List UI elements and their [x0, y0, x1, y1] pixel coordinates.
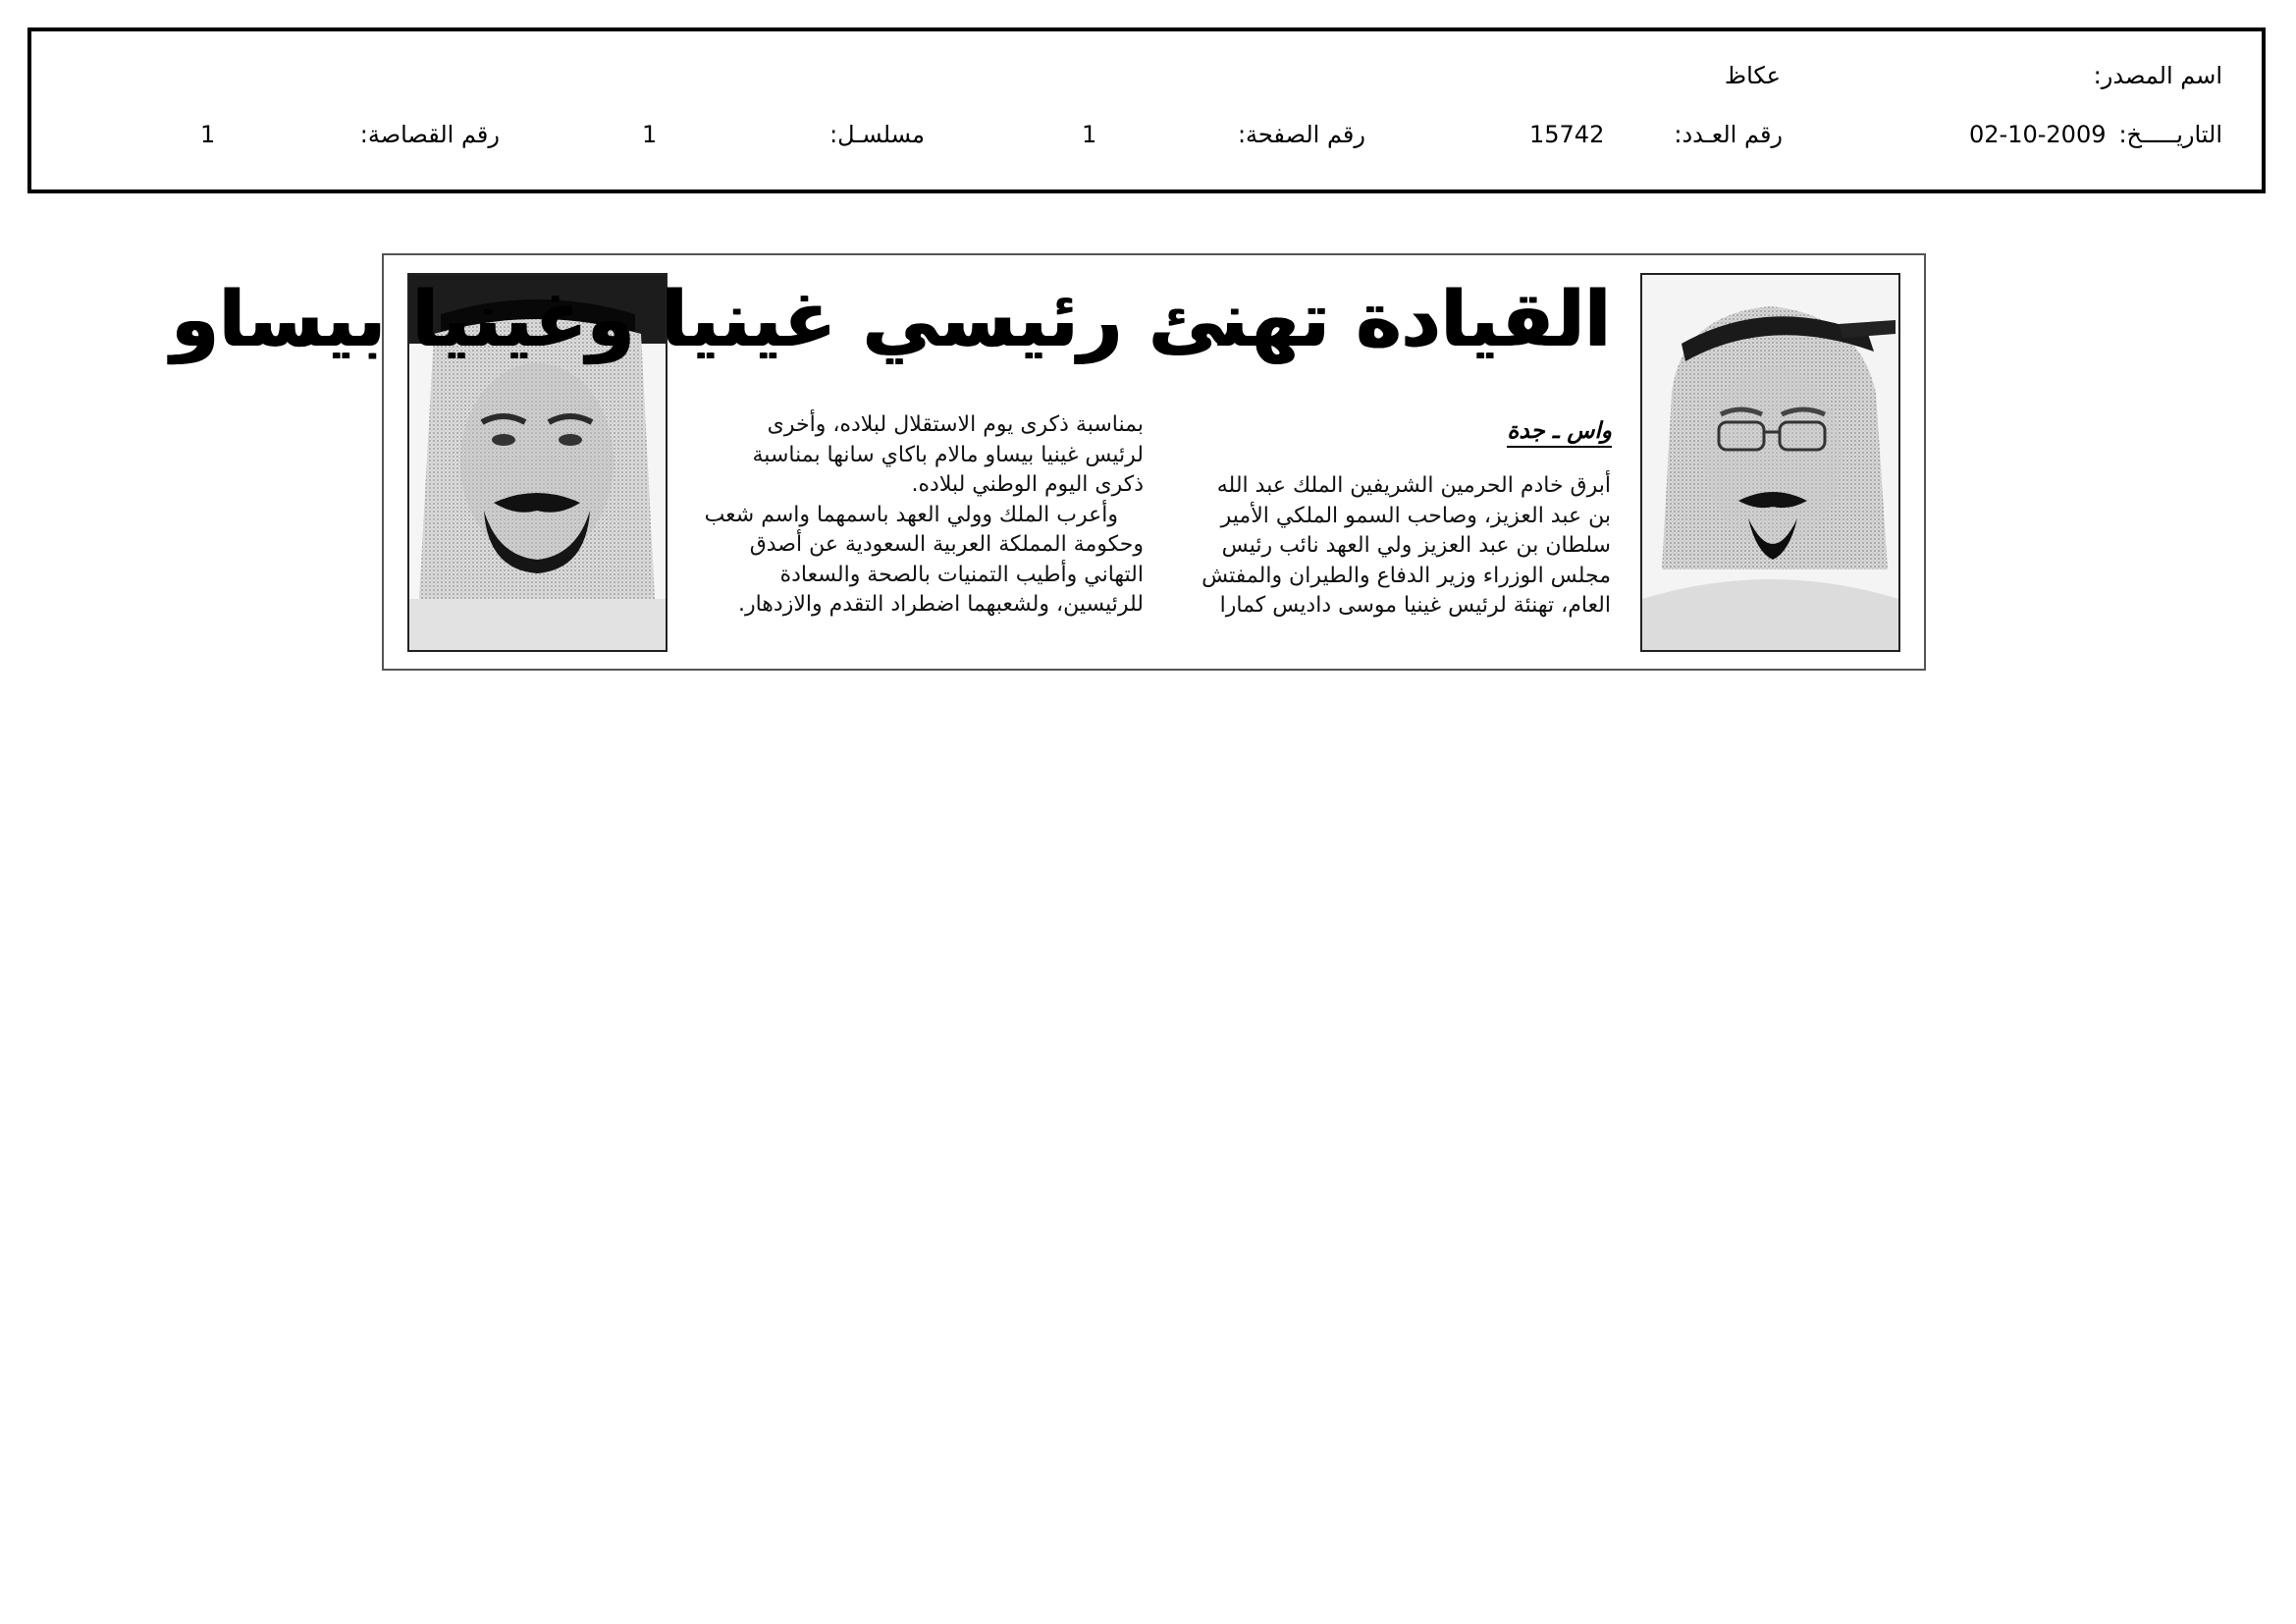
newspaper-clipping [171, 253, 1926, 671]
article-line: وأعرب الملك وولي العهد باسمهما واسم شعب [704, 502, 1118, 527]
article-line: بن عبد العزيز، وصاحب السمو الملكي الأمير [1220, 503, 1611, 528]
page-label: رقم الصفحة: [1237, 121, 1365, 148]
article-line: ذكرى اليوم الوطني لبلاده. [911, 472, 1144, 497]
clipping-metadata-box [27, 27, 2266, 193]
article-line: لرئيس غينيا بيساو مالام باكاي سانها بمناسبة [752, 442, 1144, 467]
article-column-right [1167, 471, 1611, 622]
article-column-left [696, 410, 1144, 621]
clip-number-value: 1 [200, 121, 216, 148]
article-line: مجلس الوزراء وزير الدفاع والطيران والمفتش [1201, 563, 1611, 588]
portrait-photo-right [1640, 273, 1900, 652]
article-line: سلطان بن عبد العزيز ولي العهد نائب رئيس [1221, 533, 1611, 558]
article-byline: واس ـ جدة [1507, 418, 1612, 448]
date-value: 02-10-2009 [1969, 121, 2107, 148]
source-label: اسم المصدر: [2093, 62, 2222, 89]
article-line: أبرق خادم الحرمين الشريفين الملك عبد الله [1216, 473, 1611, 498]
issue-value: 15742 [1529, 121, 1605, 148]
article-line: العام، تهنئة لرئيس غينيا موسى داديس كمارا [1219, 593, 1611, 618]
clip-number-label: رقم القصاصة: [359, 121, 500, 148]
page-value: 1 [1082, 121, 1097, 148]
serial-label: مسلسـل: [829, 121, 925, 148]
article-line: التهاني وأطيب التمنيات بالصحة والسعادة [779, 562, 1144, 587]
date-label: التاريـــــخ: [2118, 121, 2222, 148]
serial-value: 1 [642, 121, 658, 148]
article-line: وحكومة المملكة العربية السعودية عن أصدق [749, 532, 1144, 557]
article-headline: القيادة تهنئ رئيسي غينيا وغينيا بيساو [171, 276, 1611, 364]
issue-label: رقم العـدد: [1674, 121, 1783, 148]
source-value: عكاظ [1724, 62, 1781, 89]
article-line: بمناسبة ذكرى يوم الاستقلال لبلاده، وأخرى [767, 412, 1144, 437]
article-line: للرئيسين، ولشعبهما اضطراد التقدم والازدهار. [737, 592, 1144, 617]
